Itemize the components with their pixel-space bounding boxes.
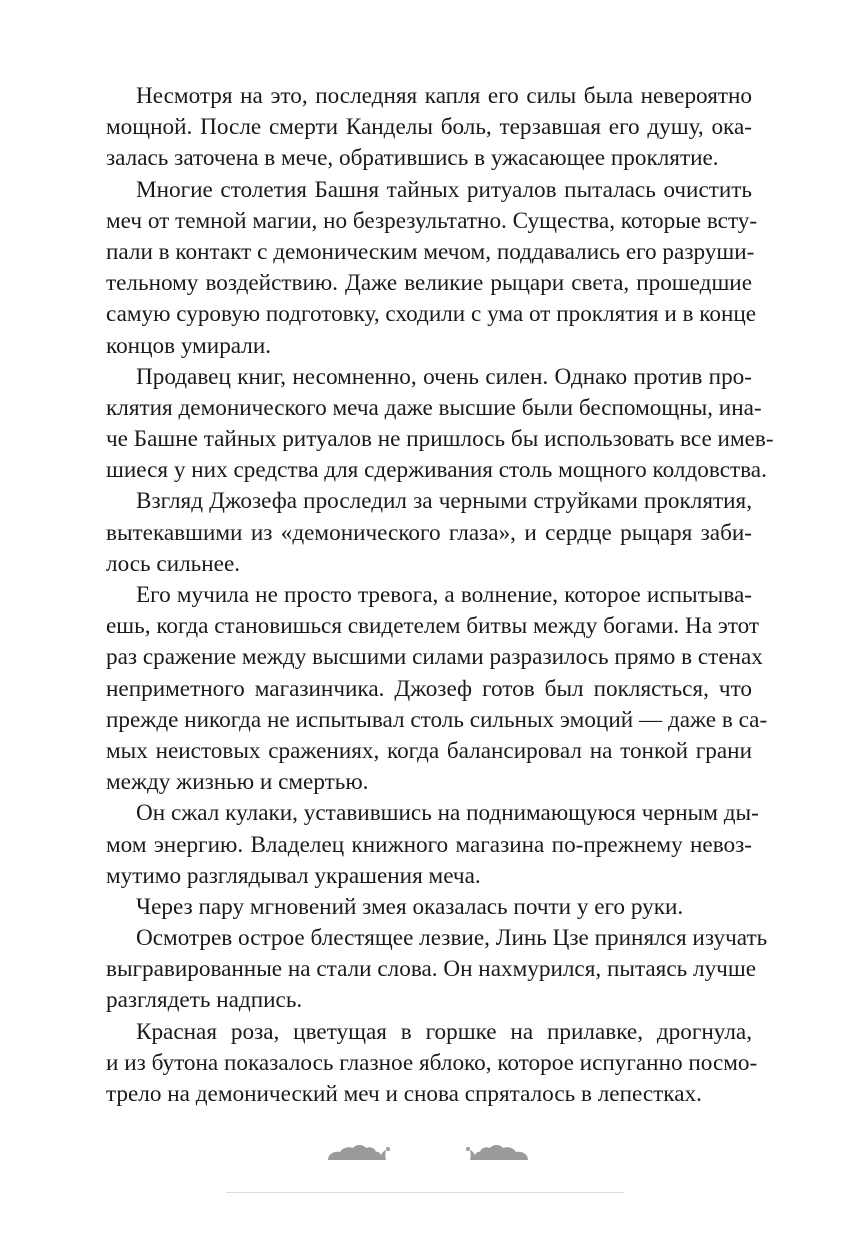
text-line: тельному воздействию. Даже великие рыцари света, прошедшие [106,270,752,297]
body-text [106,81,774,1110]
paragraph [106,175,758,362]
text-line: мутимо разглядывал украшения меча. [106,862,481,889]
text-line: раз сражение между высшими силами разразилось прямо в стенах [106,644,763,671]
text-line: Осмотрев острое блестящее лезвие, Линь Цзе принялся изучать [136,925,768,952]
paragraph [106,923,768,1017]
text-line: Продавец книг, несомненно, очень силен. Однако против про- [136,363,752,390]
paragraph [106,362,774,487]
text-line: Несмотря на это, последняя капля его силы была невероятно [136,83,752,109]
paragraph [106,1017,758,1111]
text-line: лось сильнее. [106,550,241,577]
text-line: шиеся у них средства для сдерживания столь мощного колдовства. [106,457,767,484]
text-line: пали в контакт с демоническим мечом, поддавались его разруши- [106,238,755,265]
paragraph [106,486,752,580]
text-line: ешь, когда становишься свидетелем битвы между богами. На этот [106,613,760,640]
text-line: самую суровую подготовку, сходили с ума от проклятия и в конце [106,301,757,328]
text-line: мых неистовых сражениях, когда балансировал на тонкой грани [106,737,752,764]
text-line: меч от темной магии, но безрезультатно. Существа, которые всту- [106,207,758,234]
text-line: че Башне тайных ритуалов не пришлось бы использовать все имев- [106,426,774,453]
paragraph [106,81,752,175]
floral-divider-icon [322,1138,534,1160]
text-line: разглядеть надпись. [106,987,303,1014]
text-line: неприметного магазинчика. Джозеф готов был поклясться, что [106,675,752,702]
text-line: Он сжал кулаки, уставившись на поднимающуюся черным ды- [136,800,759,827]
text-line: Через пару мгновений змея оказалась почти у его руки. [136,893,684,920]
paragraph [106,892,752,923]
paragraph [106,580,768,798]
text-line: мощной. После смерти Канделы боль, терзавшая его душу, ока- [106,114,752,141]
text-line: мом энергию. Владелец книжного магазина по-прежнему невоз- [106,831,752,858]
text-line: залась заточена в мече, обратившись в ужасающее проклятие. [106,145,719,172]
text-line: прежде никогда не испытывал столь сильных эмоций — даже в са- [106,706,768,733]
text-line: и из бутона показалось глазное яблоко, которое испуганно посмо- [106,1049,758,1076]
footer-rule [226,1192,624,1193]
text-line: между жизнью и смертью. [106,769,369,796]
text-line: вытекавшими из «демонического глаза», и сердце рыцаря заби- [106,519,752,546]
paragraph [106,798,759,892]
text-line: Многие столетия Башня тайных ритуалов пыталась очистить [136,176,752,203]
text-line: Красная роза, цветущая в горшке на прилавке, дрогнула, [136,1018,752,1045]
text-line: Его мучила не просто тревога, а волнение, которое испытыва- [136,582,752,608]
text-line: клятия демонического меча даже высшие были беспомощны, ина- [106,394,762,421]
text-line: Взгляд Джозефа проследил за черными струйками проклятия, [136,488,752,515]
text-line: концов умирали. [106,332,272,359]
text-line: выгравированные на стали слова. Он нахмурился, пытаясь лучше [106,956,756,983]
text-line: трело на демонический меч и снова спряталось в лепестках. [106,1081,702,1107]
